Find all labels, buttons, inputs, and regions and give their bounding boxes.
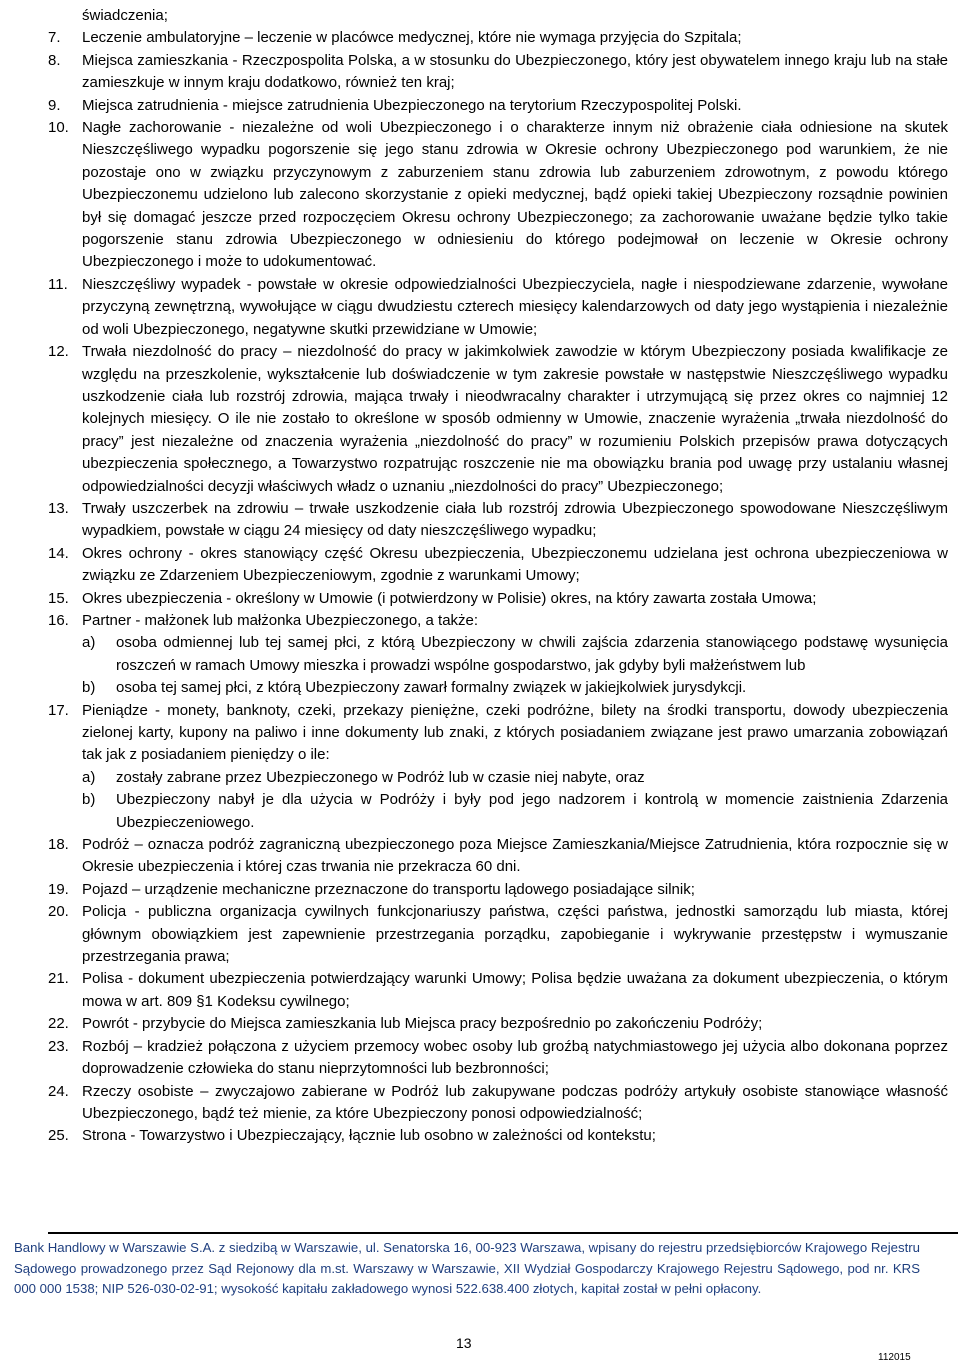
item-number: 19. <box>48 880 69 898</box>
item-number: 23. <box>48 1037 69 1055</box>
item-text: Miejsca zatrudnienia - miejsce zatrudnienia Ubezpieczonego na terytorium Rzeczypospolitej Polski. <box>82 96 742 114</box>
definition-item <box>48 341 948 498</box>
definition-item <box>48 1081 948 1126</box>
item-number: 15. <box>48 589 69 607</box>
item-number: 10. <box>48 119 69 137</box>
item-text: Okres ubezpieczenia - określony w Umowie (i potwierdzony w Polisie) okres, na który zawarta została Umowa; <box>82 589 817 607</box>
definition-item <box>48 50 948 95</box>
definition-item <box>48 700 948 767</box>
item-text: Partner - małżonek lub małżonka Ubezpieczonego, a także: <box>82 611 479 629</box>
sub-item-text: osoba odmiennej lub tej samej płci, z którą Ubezpieczony w chwili zajścia zdarzenia stanowiącego podstawę wysunięcia roszczeń w ramach Umowy mieszka i prowadzi wspólne gospodarstwo, jak gdyby byli małżeństwem lub <box>116 634 948 674</box>
definition-item <box>48 543 948 588</box>
item-text: Pojazd – urządzenie mechaniczne przeznaczone do transportu lądowego posiadające silnik; <box>82 880 695 898</box>
item-number: 22. <box>48 1015 69 1033</box>
definition-item <box>48 968 948 1013</box>
definition-item <box>48 1036 948 1081</box>
definition-item <box>48 117 948 274</box>
definition-item <box>48 498 948 543</box>
document-code: 112015 <box>878 1352 911 1363</box>
item-number: 24. <box>48 1082 69 1100</box>
item-text: Nagłe zachorowanie - niezależne od woli Ubezpieczonego i o charakterze innym niż obrażenie ciała odniesione na skutek Nieszczęśliwego wypadku pogorszenie się jego stanu zdrowia w Okresie ochrony Ubezpieczonego pod warunkiem, że nie pozostaje ono w związku przyczynowym z zaburzeniem stanu zdrowia lub zaburzeniem zdrowotnym, z powodu którego Ubezpieczonemu udzielono lub zalecono skorzystanie z opieki medycznej, bądź opieki takiej Ubezpieczony rozsądnie powinien był się domagać jeszcze przed rozpoczęciem Okresu ochrony Ubezpieczonego; za zachorowanie uważane będzie tylko takie pogorszenie stanu zdrowia Ubezpieczonego w odniesieniu do którego podejmował on leczenie w Okresie ochrony Ubezpieczonego i może to udokumentować. <box>82 119 948 271</box>
definition-item <box>48 27 948 49</box>
item-number: 18. <box>48 836 69 854</box>
page-number: 13 <box>456 1335 472 1351</box>
definition-item <box>48 274 948 341</box>
item-number: 8. <box>48 51 61 69</box>
definition-item <box>48 610 948 632</box>
item-text: Rozbój – kradzież połączona z użyciem przemocy wobec osoby lub groźbą natychmiastowego jej użycia albo dokonana poprzez doprowadzenie człowieka do stanu nieprzytomności lub bezbronności; <box>82 1037 948 1078</box>
item-number: 21. <box>48 970 69 988</box>
sub-item-text: zostały zabrane przez Ubezpieczonego w Podróż lub w czasie niej nabyte, oraz <box>116 768 645 786</box>
definition-item <box>48 834 948 879</box>
sub-item <box>48 767 948 789</box>
item-text: Leczenie ambulatoryjne – leczenie w placówce medycznej, które nie wymaga przyjęcia do Szpitala; <box>82 29 742 47</box>
definition-item <box>48 1013 948 1035</box>
intro-line: świadczenia; <box>82 7 168 24</box>
item-text: Nieszczęśliwy wypadek - powstałe w okresie odpowiedzialności Ubezpieczyciela, nagłe i niespodziewane zdarzenie, wywołane przyczyną zewnętrzną, wywołujące w ciągu dwudziestu czterech miesięcy kalendarzowych od daty jego wystąpienia i niezależnie od woli Ubezpieczonego, negatywne skutki przewidziane w Umowie; <box>82 275 948 338</box>
definition-item <box>48 879 948 901</box>
item-text: Powrót - przybycie do Miejsca zamieszkania lub Miejsca pracy bezpośrednio po zakończeniu Podróży; <box>82 1015 763 1033</box>
item-text: Trwała niezdolność do pracy – niezdolność do pracy w jakimkolwiek zawodzie w którym Ubezpieczony posiada kwalifikacje ze względu na przeszkolenie, wykształcenie lub doświadczenie w tym zakresie powstałe w następstwie Nieszczęśliwego wypadku uszkodzenie ciała lub rozstrój zdrowia, mająca trwały i nieodwracalny charakter i utrzymującą się przez okres co najmniej 12 kolejnych miesięcy. O ile nie zostało to określone w sposób odmienny w Umowie, znaczenie wyrażenia „trwała niezdolność do pracy” jest niezależne od znaczenia wyrażenia „niezdolność do pracy” w rozumieniu Polskich przepisów prawa dotyczących ubezpieczenia społecznego, a Towarzystwo rozpatrując roszczenie nie ma obowiązku brania pod uwagę przy ustalaniu własnej odpowiedzialności decyzji właściwych władz o uznaniu „niezdolności do pracy” Ubezpieczonego; <box>82 343 948 495</box>
item-text: Miejsca zamieszkania - Rzeczpospolita Polska, a w stosunku do Ubezpieczonego, który jest obywatelem innego kraju lub na stałe zamieszkuje w innym kraju dodatkowo, również ten kraj; <box>82 51 948 92</box>
item-number: 20. <box>48 903 69 921</box>
item-text: Rzeczy osobiste – zwyczajowo zabierane w Podróż lub zakupywane podczas podróży artykuły osobiste stanowiące własność Ubezpieczonego, bądź też mienie, za które Ubezpieczony ponosi odpowiedzialność; <box>82 1082 948 1122</box>
definition-item <box>48 588 948 610</box>
definitions-items <box>48 27 948 1147</box>
sub-item-text: Ubezpieczony nabył je dla użycia w Podróży i były pod jego nadzorem i kontrolą w momencie zaistnienia Zdarzenia Ubezpieczeniowego. <box>116 791 948 831</box>
sub-item-label: b) <box>82 679 96 697</box>
sub-item <box>48 677 948 699</box>
footer-divider <box>48 1232 958 1234</box>
item-text: Podróż – oznacza podróż zagraniczną ubezpieczonego poza Miejsce Zamieszkania/Miejsce Zatrudnienia, która rozpocznie się w Okresie ubezpieczenia i której czas trwania nie przekracza 60 dni. <box>82 836 948 876</box>
item-number: 14. <box>48 544 69 562</box>
item-number: 9. <box>48 96 61 114</box>
sub-item <box>48 789 948 834</box>
definition-item <box>48 95 948 117</box>
definition-item <box>48 901 948 968</box>
footer-text: Bank Handlowy w Warszawie S.A. z siedzibą w Warszawie, ul. Senatorska 16, 00-923 Warszawa, wpisany do rejestru przedsiębiorców Krajowego Rejestru Sądowego prowadzonego przez Sąd Rejonowy dla m.st. Warszawy w Warszawie, XII Wydział Gospodarczy Krajowego Rejestru Sądowego, pod nr. KRS 000 000 1538; NIP 526-030-02-91; wysokość kapitału zakładowego wynosi 522.638.400 złotych, kapitał został w pełni opłacony. <box>14 1240 920 1296</box>
sub-item-text: osoba tej samej płci, z którą Ubezpieczony zawarł formalny związek w jakiejkolwiek jurysdykcji. <box>116 679 747 697</box>
item-number: 25. <box>48 1127 69 1145</box>
item-text: Policja - publiczna organizacja cywilnych funkcjonariuszy państwa, części państwa, jednostki samorządu lub miasta, której głównym obowiązkiem jest zapewnienie przestrzegania porządku, zapobieganie i wykrywanie przestępstw i wymuszanie przestrzegania prawa; <box>82 903 948 966</box>
definition-item <box>48 1125 948 1147</box>
item-number: 7. <box>48 29 61 47</box>
definitions-list <box>48 5 948 1148</box>
sub-item <box>48 632 948 677</box>
item-number: 11. <box>48 275 68 293</box>
item-text: Pieniądze - monety, banknoty, czeki, przekazy pieniężne, czeki podróżne, bilety na środki transportu, dowody ubezpieczenia zielonej karty, kupony na paliwo i inne dokumenty lub znaki, z których posiadaniem związane jest prawo umarzania zobowiązań tak jak z posiadaniem pieniędzy o ile: <box>82 701 948 764</box>
item-number: 16. <box>48 611 69 629</box>
item-text: Okres ochrony - okres stanowiący część Okresu ubezpieczenia, Ubezpieczonemu udzielana jest ochrona ubezpieczeniowa w związku ze Zdarzeniem Ubezpieczeniowym, zgodnie z warunkami Umowy; <box>82 544 948 585</box>
item-number: 12. <box>48 343 69 361</box>
item-number: 17. <box>48 701 69 719</box>
sub-item-label: a) <box>82 634 96 652</box>
item-text: Trwały uszczerbek na zdrowiu – trwałe uszkodzenie ciała lub rozstrój zdrowia Ubezpieczonego spowodowane Nieszczęśliwym wypadkiem, powstałe w ciągu 24 miesięcy od daty nieszczęśliwego wypadku; <box>82 499 948 540</box>
sub-item-label: b) <box>82 791 96 809</box>
sub-item-label: a) <box>82 768 96 786</box>
item-number: 13. <box>48 499 69 517</box>
item-text: Strona - Towarzystwo i Ubezpieczający, łącznie lub osobno w zależności od kontekstu; <box>82 1127 656 1145</box>
item-text: Polisa - dokument ubezpieczenia potwierdzający warunki Umowy; Polisa będzie uważana za dokument ubezpieczenia, o którym mowa w art. 809 §1 Kodeksu cywilnego; <box>82 970 948 1010</box>
